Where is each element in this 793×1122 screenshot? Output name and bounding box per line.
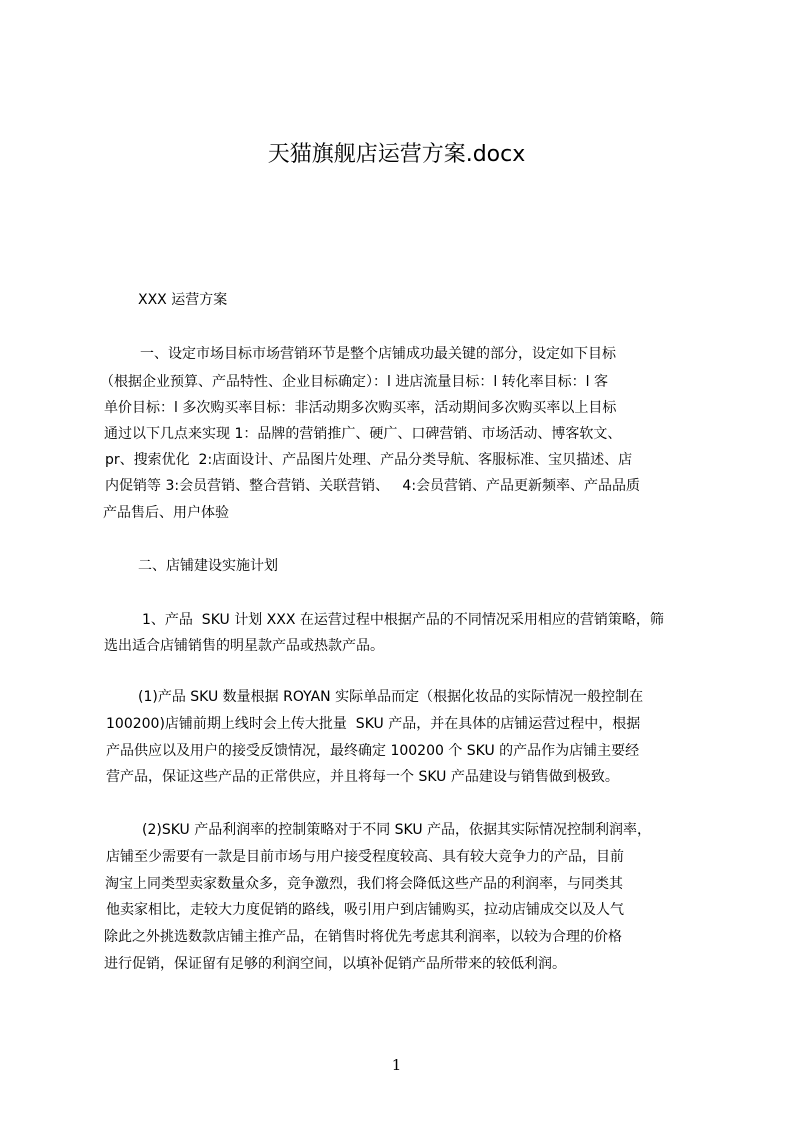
text-line: 产品供应以及用户的接受反馈情况，最终确定 100200 个 SKU 的产品作为店铺主要经 bbox=[106, 743, 640, 759]
text-line: 100200)店铺前期上线时会上传大批量 SKU 产品，并在具体的店铺运营过程中，根据 bbox=[106, 716, 641, 732]
text-line: 通过以下几点来实现 1：品牌的营销推广、硬广、口碑营销、市场活动、博客软文、 bbox=[104, 426, 622, 442]
text-line: 营产品，保证这些产品的正常供应，并且将每一个 SKU 产品建设与销售做到极致。 bbox=[106, 769, 619, 785]
text-line: 单价目标：l 多次购买率目标：非活动期多次购买率，活动期间多次购买率以上目标 bbox=[104, 400, 617, 416]
page-number: 1 bbox=[391, 1056, 402, 1074]
text-line: 进行促销，保证留有足够的利润空间，以填补促销产品所带来的较低利润。 bbox=[104, 956, 566, 972]
text-line: (1)产品 SKU 数量根据 ROYAN 实际单品而定（根据化妆品的实际情况一般控制在 bbox=[138, 689, 644, 705]
text-line: 店铺至少需要有一款是目前市场与用户接受程度较高、具有较大竞争力的产品，目前 bbox=[106, 849, 624, 865]
text-line: 除此之外挑选数款店铺主推产品，在销售时将优先考虑其利润率，以较为合理的价格 bbox=[104, 929, 622, 945]
text-line: 他卖家相比，走较大力度促销的路线，吸引用户到店铺购买，拉动店铺成交以及人气 bbox=[106, 902, 624, 918]
text-line: 内促销等 3:会员营销、整合营销、关联营销、 4:会员营销、产品更新频率、产品品质 bbox=[105, 478, 641, 494]
text-line: 产品售后、用户体验 bbox=[103, 505, 229, 521]
text-line: 选出适合店铺销售的明星款产品或热款产品。 bbox=[104, 638, 384, 654]
text-line: （根据企业预算、产品特性、企业目标确定）：l 进店流量目标：l 转化率目标：l 客 bbox=[100, 374, 609, 390]
section-2-paragraph-2 bbox=[100, 685, 704, 793]
plan-heading: XXX 运营方案 bbox=[138, 292, 228, 308]
section-2-paragraph-1 bbox=[100, 608, 704, 658]
text-line: (2)SKU 产品利润率的控制策略对于不同 SKU 产品，依据其实际情况控制利润率， bbox=[142, 822, 652, 838]
text-line: 淘宝上同类型卖家数量众多，竞争激烈，我们将会降低这些产品的利润率，与同类其 bbox=[105, 876, 623, 892]
section-1-paragraph bbox=[100, 342, 704, 532]
section-2-heading: 二、店铺建设实施计划 bbox=[138, 558, 278, 574]
text-line: 一、设定市场目标市场营销环节是整个店铺成功最关键的部分，设定如下目标 bbox=[140, 346, 616, 362]
document-title: 天猫旗舰店运营方案.docx bbox=[267, 142, 526, 167]
section-2-paragraph-3 bbox=[100, 818, 704, 980]
text-line: 1、产品 SKU 计划 XXX 在运营过程中根据产品的不同情况采用相应的营销策略，筛 bbox=[142, 612, 664, 628]
text-line: pr、搜索优化 2:店面设计、产品图片处理、产品分类导航、客服标准、宝贝描述、店 bbox=[105, 452, 633, 468]
